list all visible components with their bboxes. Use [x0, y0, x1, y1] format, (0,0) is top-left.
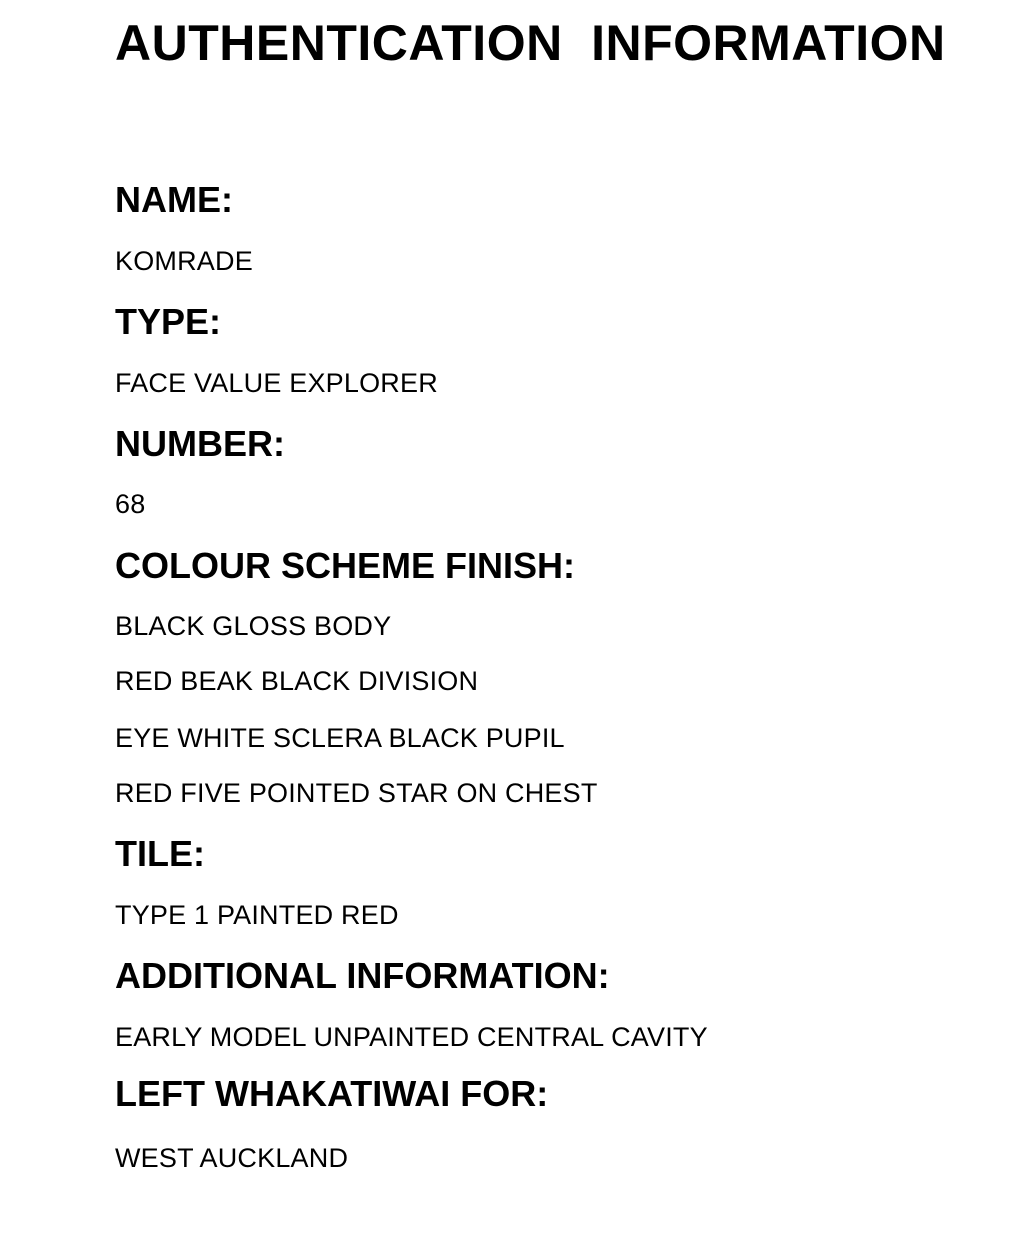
colour-scheme-value-3: EYE WHITE SCLERA BLACK PUPIL: [115, 723, 565, 753]
additional-information-label: ADDITIONAL INFORMATION:: [115, 955, 610, 996]
name-value: KOMRADE: [115, 246, 253, 276]
document-title: AUTHENTICATION INFORMATION: [115, 15, 946, 71]
type-label: TYPE:: [115, 301, 222, 342]
colour-scheme-label: COLOUR SCHEME FINISH:: [115, 545, 576, 586]
colour-scheme-value-2: RED BEAK BLACK DIVISION: [115, 666, 479, 696]
number-label: NUMBER:: [115, 423, 285, 464]
left-whakatiwai-value: WEST AUCKLAND: [115, 1143, 349, 1173]
type-value: FACE VALUE EXPLORER: [115, 368, 438, 398]
number-value: 68: [115, 489, 146, 519]
left-whakatiwai-label: LEFT WHAKATIWAI FOR:: [115, 1073, 549, 1114]
name-label: NAME:: [115, 179, 233, 220]
tile-label: TILE:: [115, 833, 205, 874]
colour-scheme-value-4: RED FIVE POINTED STAR ON CHEST: [115, 778, 598, 808]
colour-scheme-value-1: BLACK GLOSS BODY: [115, 611, 392, 641]
tile-value: TYPE 1 PAINTED RED: [115, 900, 399, 930]
additional-information-value: EARLY MODEL UNPAINTED CENTRAL CAVITY: [115, 1022, 708, 1052]
